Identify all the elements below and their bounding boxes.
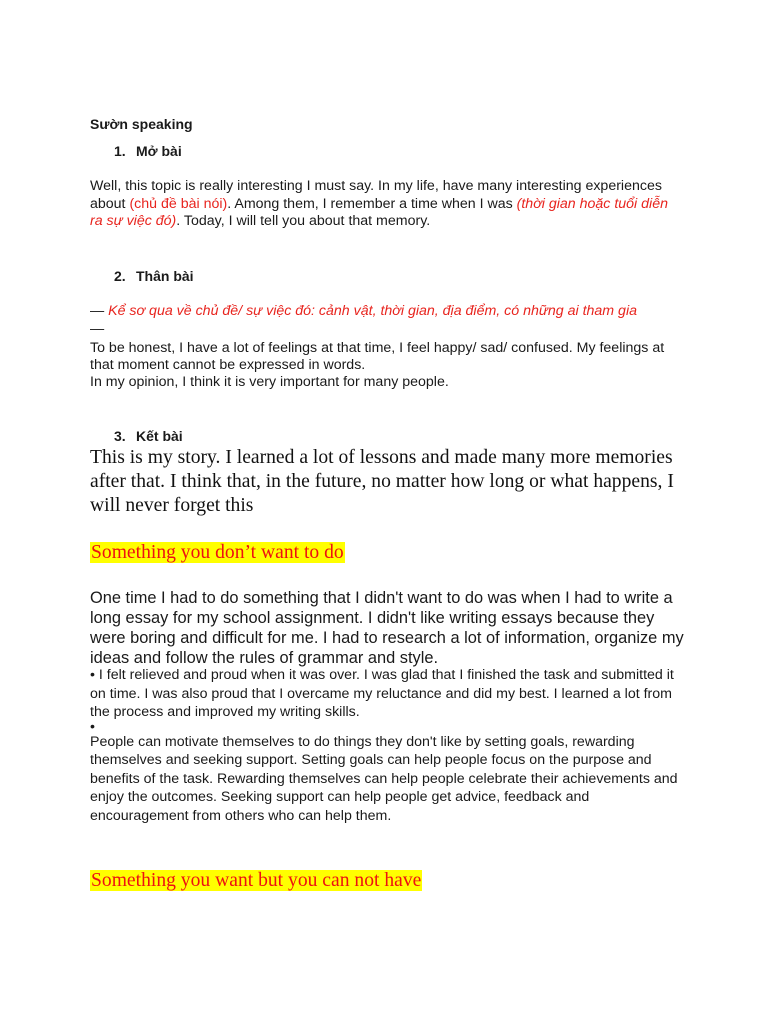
topic-heading (90, 869, 422, 893)
intro-placeholder-topic: (chủ đề bài nói) (129, 195, 228, 212)
section-heading-body (114, 268, 194, 284)
outline-title: Sườn speaking (90, 116, 193, 132)
dash-close: — (90, 320, 105, 337)
topic-heading (90, 541, 345, 565)
body-instruction (90, 303, 680, 338)
topic-heading-text: Something you want but you can not have (91, 870, 422, 891)
motivation-paragraph: People can motivate themselves to do things they don't like by setting goals, rewarding themselves and seeking support. Setting goals can help people focus on the purpose and benefits of the task. Rewarding themselves can help people celebrate their achievements and enjoy the outcomes. Seeking support can help people get advice, feedback and encouragement from others who can help them. (90, 734, 678, 824)
intro-text-1: Well, this topic is really interesting I must say. In my life, have many interesting experiences about (90, 178, 662, 212)
dash-open: — (90, 303, 109, 319)
section-heading-intro (114, 143, 182, 159)
topic-heading-text: Something you don’t want to do (91, 542, 344, 563)
essay-paragraph: One time I had to do something that I didn't want to do was when I had to write a long essay for my school assignment. I didn't like writing essays because they were boring and difficult for me. I had to research a lot of information, organize my ideas and follow the rules of grammar and style. (90, 589, 684, 667)
bullet-paragraph: • I felt relieved and proud when it was over. I was glad that I finished the task and submitted it on time. I was also proud that I overcame my reluctance and did my best. I learned a lot from the process and improved my writing skills. (90, 667, 674, 720)
body-text-1: To be honest, I have a lot of feelings at that time, I feel happy/ sad/ confused. My feelings at that moment cannot be expressed in words. (90, 340, 665, 373)
section-title: Kết bài (136, 428, 183, 444)
section-title: Mở bài (136, 143, 182, 159)
bullet-empty: • (90, 719, 95, 735)
section-number: 3. (114, 428, 126, 444)
body-text-2: In my opinion, I think it is very important for many people. (90, 374, 449, 390)
section-number: 1. (114, 143, 126, 159)
intro-paragraph (90, 178, 680, 231)
instruction-text: Kể sơ qua về chủ đề/ sự việc đó: cảnh vật, thời gian, địa điểm, có những ai tham gia (108, 303, 637, 319)
conclusion-paragraph: This is my story. I learned a lot of lessons and made many more memories after that. I think that, in the future, no matter how long or what happens, I will never forget this (90, 447, 674, 516)
section-heading-conclusion (114, 428, 183, 444)
section-number: 2. (114, 268, 126, 284)
section-title: Thân bài (136, 268, 194, 284)
body-paragraph (90, 340, 680, 391)
intro-text-3: . Today, I will tell you about that memory. (176, 213, 431, 229)
intro-placeholder-time: (thời gian hoặc tuổi diễn ra sự việc đó) (90, 195, 668, 229)
intro-text-2: . Among them, I remember a time when I was (227, 195, 517, 212)
